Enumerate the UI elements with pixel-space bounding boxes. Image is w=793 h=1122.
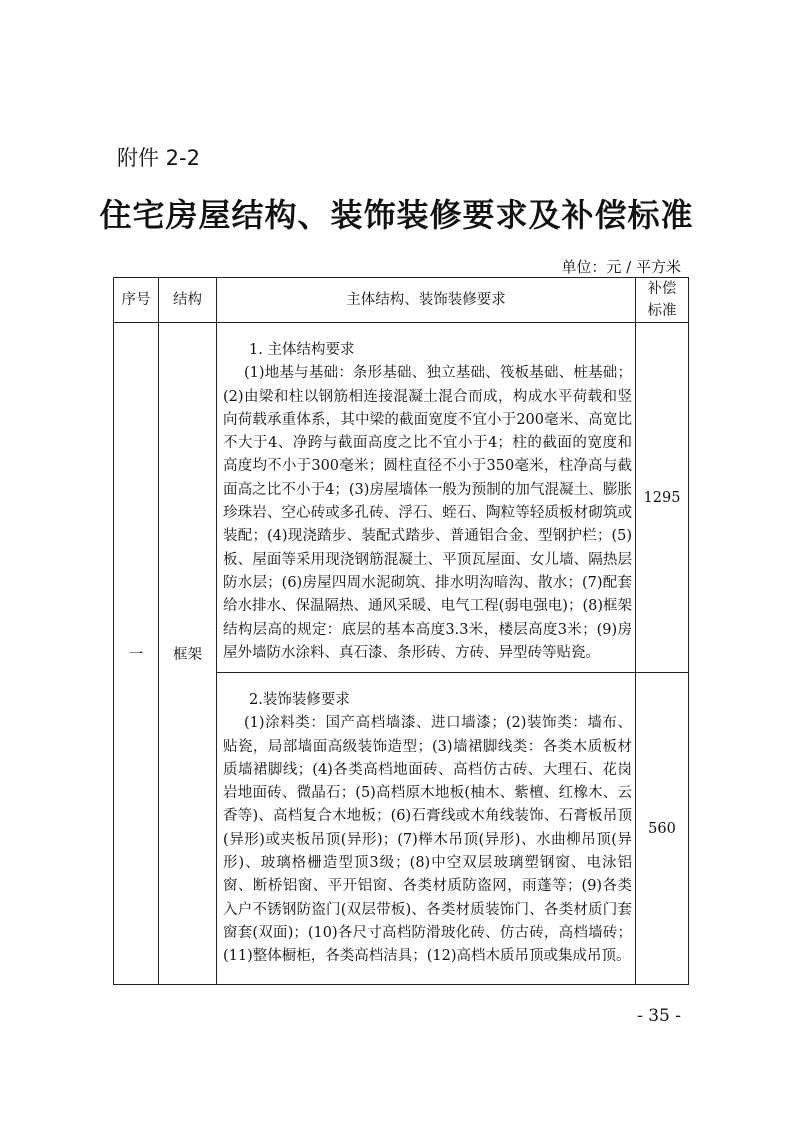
standard-value: 1295	[636, 323, 689, 673]
col-header-structure: 结构	[159, 278, 217, 323]
col-header-standard	[636, 278, 689, 323]
col-header-number: 序号	[114, 278, 159, 323]
row-structure: 框架	[159, 323, 217, 985]
table-row	[114, 323, 689, 673]
page-title: 住宅房屋结构、装饰装修要求及补偿标准	[99, 196, 694, 234]
table-header-row	[114, 278, 689, 323]
col-header-requirements: 主体结构、装饰装修要求	[217, 278, 636, 323]
section-heading: 2.装饰装修要求	[249, 692, 350, 708]
col-header-standard-text: 补偿标准	[647, 281, 677, 319]
main-structure-requirements	[217, 323, 636, 673]
unit-label: 单位：元 / 平方米	[561, 258, 681, 276]
standard-value: 560	[636, 673, 689, 985]
section-body: (1)地基与基础：条形基础、独立基础、筏板基础、桩基础；(2)由梁和柱以钢筋相连接混凝土混合而成，构成水平荷载和竖向荷载承重体系，其中梁的截面宽度不宜小于200毫米、高宽比不大于4、净跨与截面高度之比不宜小于4；柱的截面的宽度和高度均不小于300毫米；圆柱直径不小于350毫米，柱净高与截面高之比不小于4；(3)房屋墙体一般为预制的加气混凝土、膨胀珍珠岩、空心砖或多孔砖、浮石、蛭石、陶粒等轻质板材砌筑或装配；(4)现浇踏步、装配式踏步、普通铝合金、型钢护栏；(5)板、屋面等采用现浇钢筋混凝土、平顶瓦屋面、女儿墙、隔热层防水层；(6)房屋四周水泥砌筑、排水明沟暗沟、散水；(7)配套给水排水、保温隔热、通风采暖、电气工程(弱电强电)；(8)框架结构层高的规定：底层的基本高度3.3米，楼层高度3米；(9)房屋外墙防水涂料、真石漆、条形砖、方砖、异型砖等贴瓷。	[223, 365, 632, 661]
compensation-table	[113, 277, 689, 985]
decoration-requirements	[217, 673, 636, 985]
row-number: 一	[114, 323, 159, 985]
section-heading: 1. 主体结构要求	[249, 342, 355, 358]
page-number: - 35 -	[637, 1006, 681, 1026]
section-body: (1)涂料类：国产高档墙漆、进口墙漆；(2)装饰类：墙布、贴瓷，局部墙面高级装饰造型；(3)墙裙脚线类：各类木质板材质墙裙脚线；(4)各类高档地面砖、高档仿古砖、大理石、花岗岩地面砖、微晶石；(5)高档原木地板(柚木、紫檀、红橡木、云香等)、高档复合木地板；(6)石膏线或木角线装饰、石膏板吊顶(异形)或夹板吊顶(异形)；(7)榉木吊顶(异形)、水曲柳吊顶(异形)、玻璃格栅造型顶3级；(8)中空双层玻璃塑钢窗、电泳铝窗、断桥铝窗、平开铝窗、各类材质防盗网，雨蓬等；(9)各类入户不锈钢防盗门(双层带板)、各类材质装饰门、各类材质门套窗套(双面)；(10)各尺寸高档防滑玻化砖、仿古砖，高档墙砖；(11)整体橱柜，各类高档洁具；(12)高档木质吊顶或集成吊顶。	[223, 715, 632, 965]
attachment-label: 附件 2-2	[117, 146, 200, 170]
